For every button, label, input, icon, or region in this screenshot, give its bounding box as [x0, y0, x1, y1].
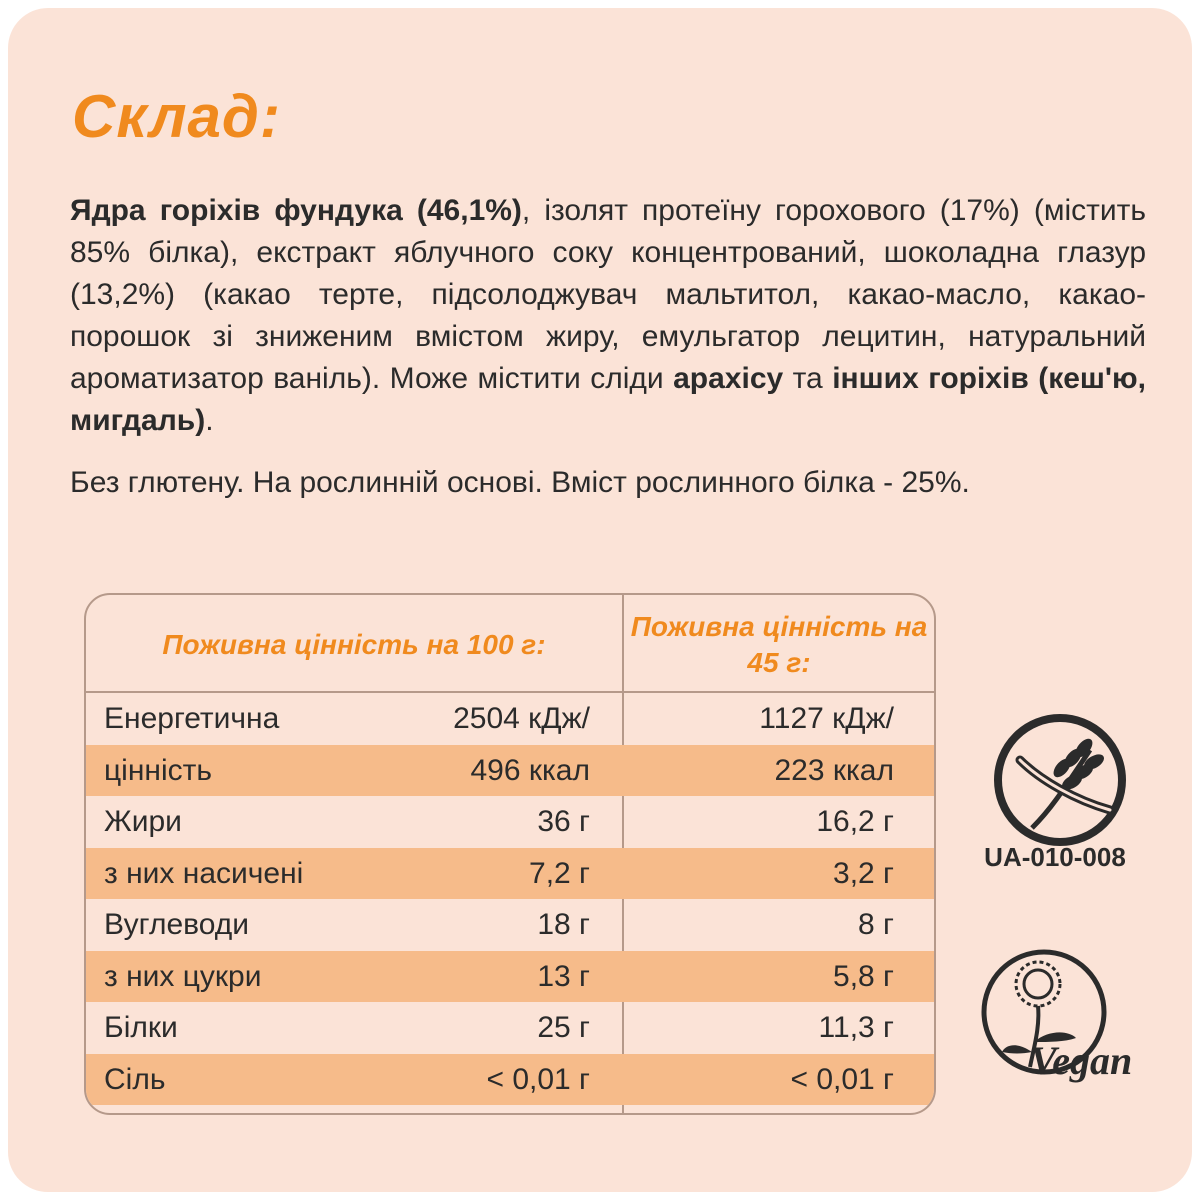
- allergen-intro: Може містити сліди: [380, 362, 674, 395]
- composition-title: Склад:: [72, 83, 281, 150]
- composition-text: [70, 190, 1146, 442]
- value-per-100g: 496 ккал: [470, 753, 590, 787]
- vegan-label: Vegan: [1030, 1038, 1133, 1083]
- vegan-icon: [968, 942, 1178, 1102]
- value-per-45g: 11,3 г: [818, 1011, 894, 1044]
- diet-note: Без глютену. На рослинній основі. Вміст рослинного білка - 25%.: [70, 466, 970, 499]
- nutrition-row: [86, 796, 934, 848]
- nutrition-row: [86, 848, 934, 900]
- value-per-45g: 5,8 г: [833, 959, 894, 993]
- nutrient-name: Сіль: [104, 1062, 166, 1096]
- nutrient-name: з них насичені: [104, 856, 304, 890]
- value-per-100g: 36 г: [537, 805, 590, 838]
- nutrition-row: [86, 1054, 934, 1106]
- allergen-peanut: арахісу: [673, 362, 784, 395]
- allergen-other-nuts: інших горіхів (кеш'ю, мигдаль): [70, 362, 1146, 437]
- nutrition-row: [86, 693, 934, 745]
- nutrition-rows: [86, 693, 934, 1105]
- value-per-45g: < 0,01 г: [790, 1062, 894, 1096]
- nutrient-name: цінність: [104, 753, 213, 787]
- value-per-100g: 25 г: [537, 1011, 590, 1044]
- nutrient-name: Енергетична: [104, 702, 280, 735]
- value-per-45g: 8 г: [858, 908, 894, 941]
- nutrition-table: [84, 593, 936, 1115]
- gluten-free-code: UA-010-008: [984, 842, 1126, 872]
- nutrition-row: [86, 745, 934, 797]
- header-per-100g: Поживна цінність на 100 г:: [162, 629, 546, 660]
- nutrition-row: [86, 1002, 934, 1054]
- nutrient-name: з них цукри: [104, 959, 262, 993]
- nutrition-table-header: [86, 595, 934, 693]
- nutrient-name: Білки: [104, 1011, 178, 1044]
- value-per-45g: 1127 кДж/: [759, 702, 894, 735]
- allergen-end: .: [205, 404, 214, 437]
- nutrient-name: Вуглеводи: [104, 908, 250, 941]
- nutrition-row: [86, 899, 934, 951]
- value-per-100g: 13 г: [537, 959, 590, 993]
- value-per-45g: 16,2 г: [816, 805, 894, 838]
- nutrient-name: Жири: [104, 805, 182, 838]
- main-ingredient: Ядра горіхів фундука (46,1%): [70, 194, 522, 227]
- ingredients-list: , ізолят протеїну горохового (17%) (містить 85% білка), екстракт яблучного соку концентрований, шоколадна глазур (13,2%) (какао терте, підсолоджувач мальтитол, какао-масло, какао-порошок зі зниженим вмістом жиру, емульгатор лецитин, натуральний ароматизатор ваніль).: [70, 194, 1146, 395]
- header-per-45g: Поживна цінність на 45 г:: [630, 611, 928, 678]
- allergen-conj: та: [783, 362, 833, 395]
- value-per-100g: 18 г: [537, 908, 590, 941]
- value-per-100g: 7,2 г: [529, 856, 590, 890]
- nutrition-row: [86, 951, 934, 1003]
- value-per-100g: < 0,01 г: [486, 1062, 590, 1096]
- value-per-45g: 3,2 г: [833, 856, 894, 890]
- value-per-45g: 223 ккал: [774, 753, 894, 787]
- value-per-100g: 2504 кДж/: [453, 702, 590, 735]
